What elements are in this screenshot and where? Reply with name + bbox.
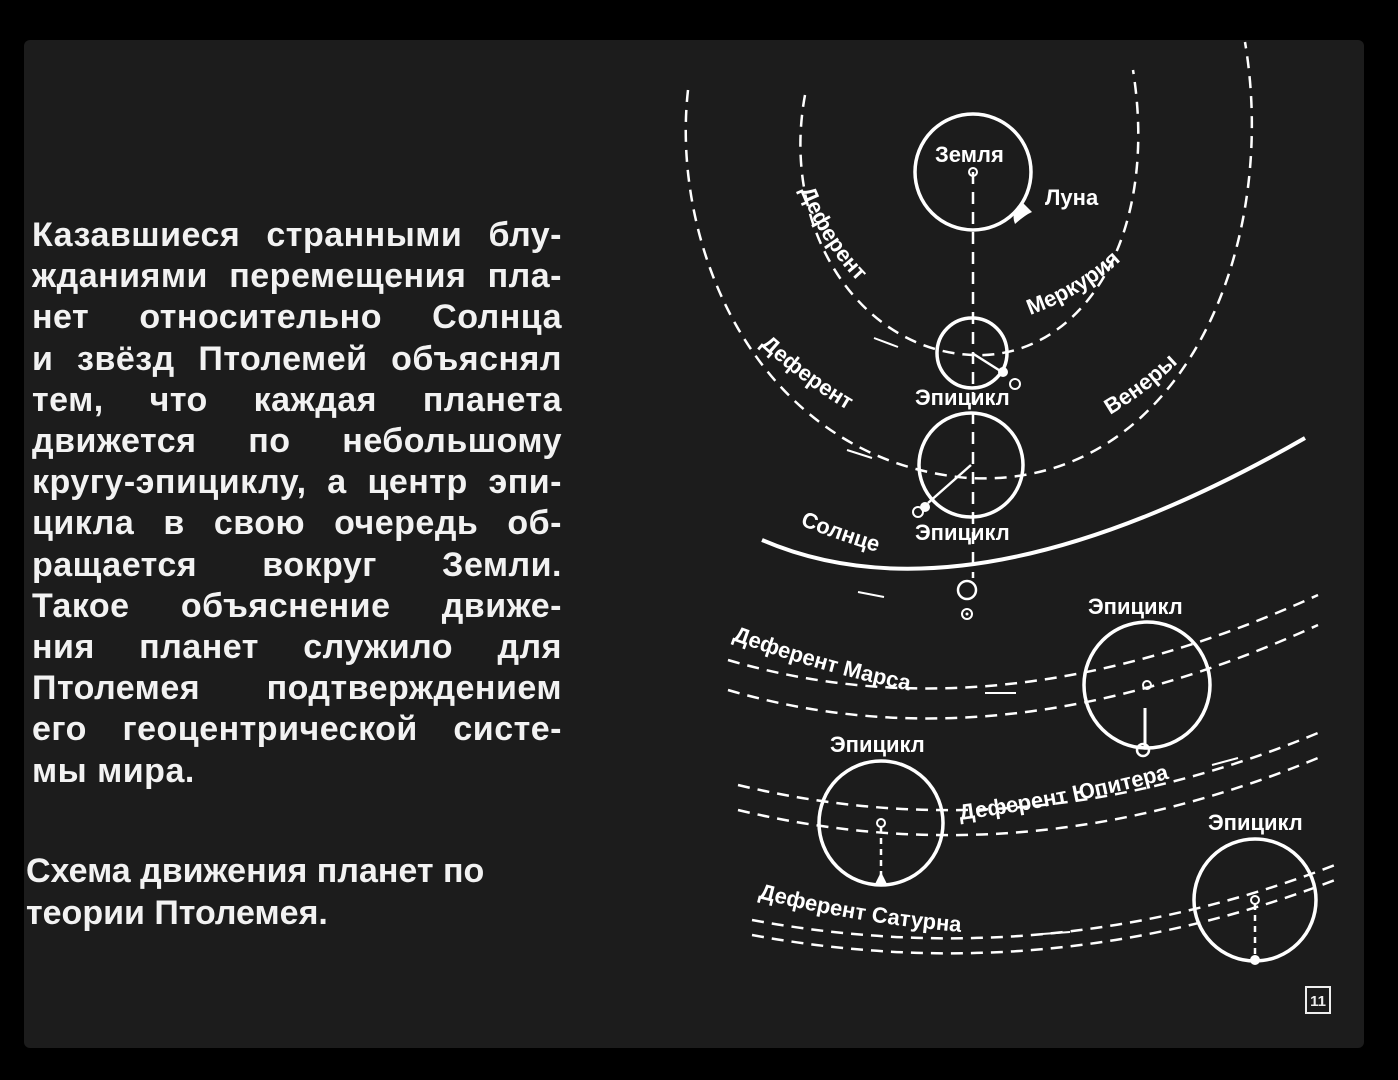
body-line: тем, что каждая планета — [32, 380, 562, 419]
deferent-mars-orbit-1 — [728, 595, 1318, 688]
epicycle-saturn-label: Эпицикл — [1208, 810, 1303, 835]
epicycle-jupiter — [819, 761, 943, 885]
deferent-venus-label-2: Венеры — [1099, 348, 1182, 420]
saturn-epicycle-center — [1251, 896, 1259, 904]
deferent-jupiter-label: Деферент Юпитера — [957, 759, 1171, 825]
jupiter-planet — [874, 872, 888, 886]
body-line: его геоцентрической систе- — [32, 710, 562, 749]
venus-symbol-icon — [913, 507, 923, 517]
epicycle-mars-label: Эпицикл — [1088, 594, 1183, 619]
body-line: мы мира. — [32, 751, 195, 790]
deferent-mercury-label-2: Меркурия — [1022, 245, 1125, 320]
body-line: цикла в свою очередь об- — [32, 504, 562, 543]
body-line: ния планет служило для — [32, 628, 562, 667]
epicycle-venus-label: Эпицикл — [915, 520, 1010, 545]
body-line: нет относительно Солнца — [32, 298, 562, 337]
body-line: и звёзд Птолемей объяснял — [32, 339, 562, 378]
body-line: движется по небольшому — [32, 422, 562, 461]
sun-orbit — [762, 438, 1305, 569]
deferent-saturn-label: Деферент Сатурна — [756, 878, 963, 937]
body-line: Казавшиеся странными блу- — [32, 216, 562, 254]
body-line: ращается вокруг Земли. — [32, 545, 562, 584]
frame-number: 11 — [1305, 986, 1331, 1014]
moon-label: Луна — [1045, 185, 1099, 210]
direction-arrow — [874, 338, 898, 347]
caption-line: Схема движения планет по — [26, 852, 485, 890]
caption-line: теории Птолемея. — [26, 894, 328, 932]
sun-label: Солнце — [798, 506, 883, 557]
direction-arrow — [858, 592, 884, 597]
sun-icon — [958, 581, 976, 599]
epicycle-jupiter-label: Эпицикл — [830, 732, 925, 757]
mercury-planet — [998, 367, 1008, 377]
body-line: жданиями перемещения пла- — [32, 257, 562, 296]
deferent-mars-label: Деферент Марса — [730, 621, 914, 696]
sun-symbol-dot — [966, 613, 969, 616]
deferent-mercury-label-1: Деферент — [795, 182, 873, 286]
moon-icon — [1014, 202, 1032, 224]
body-line: Птолемея подтверждением — [32, 669, 562, 708]
jupiter-epicycle-center — [877, 819, 885, 827]
venus-planet — [920, 502, 930, 512]
epicycle-mars — [1084, 622, 1210, 748]
mars-planet — [1137, 744, 1149, 756]
saturn-planet — [1250, 955, 1260, 965]
venus-radius — [928, 465, 971, 503]
deferent-venus-label-1: Деферент — [756, 330, 858, 415]
body-line: кругу-эпициклу, а центр эпи- — [32, 463, 562, 502]
body-line: Такое объяснение движе- — [32, 586, 562, 625]
mercury-symbol-icon — [1010, 379, 1020, 389]
epicycle-mercury-label: Эпицикл — [915, 385, 1010, 410]
earth-label: Земля — [935, 142, 1004, 167]
